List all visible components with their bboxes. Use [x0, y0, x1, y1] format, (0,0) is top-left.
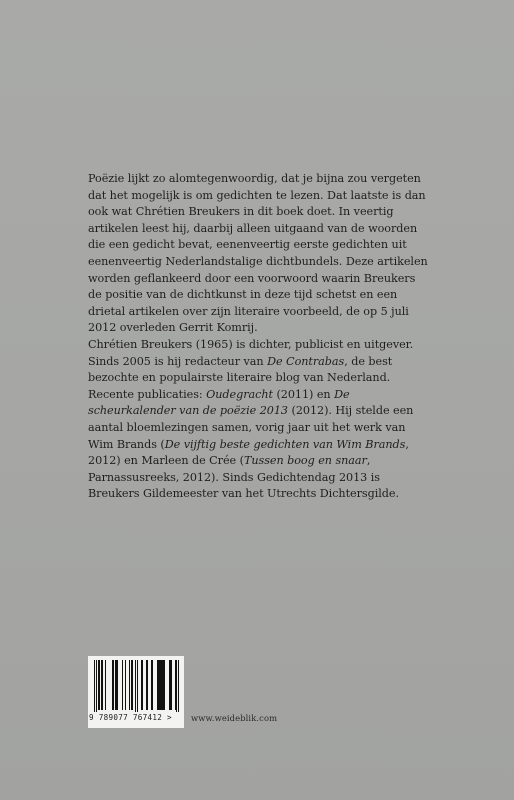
- bio-text-segment: , Parnassusreeks, 2012). Sinds Gedichtendag 2013 is Breukers Gildemeester van het Utrechts Dichtersgilde.: [88, 454, 399, 501]
- bio-title-tussen-boog: Tussen boog en snaar: [243, 454, 367, 468]
- barcode-bars: [92, 660, 180, 712]
- bio-text-segment: (2011) en: [272, 387, 335, 401]
- blurb-paragraph: [88, 171, 430, 337]
- bio-title-scheurkalender: De scheurkalender van de poëzie 2013: [88, 387, 350, 418]
- isbn-number: [89, 713, 172, 722]
- bio-text-segment: , 2012) en Marleen de Crée (: [88, 437, 409, 468]
- blurb-text: Poëzie lijkt zo alomtegenwoordig, dat je bijna zou vergeten dat het mogelijk is om gedichten te lezen. Dat laatste is dan ook wat Chrétien Breukers in dit boek doet. In veertig artikelen leest hij, daarbij alleen uitgaand van de woorden die een gedicht bevat, eenenveertig eerste gedichten uit eenenveertig Nederlandstalige dichtbundels. Deze artikelen worden geflankeerd door een voorwoord waarin Breukers de positie van de dichtkunst in deze tijd schetst en een drietal artikelen over zijn literaire voorbeeld, de op 5 juli 2012 overleden Gerrit Komrij.: [88, 172, 428, 335]
- author-bio-text: [88, 337, 430, 503]
- author-bio-paragraph: [88, 337, 430, 503]
- publisher-website: www.weideblik.com: [191, 713, 278, 723]
- isbn-digits: 9 789077 767412: [89, 713, 163, 722]
- bio-text-segment: , de best bezochte en populairste literaire blog van Nederland. Recente publicaties:: [88, 354, 393, 401]
- bio-text-segment: Chrétien Breukers (1965) is dichter, publicist en uitgever. Sinds 2005 is hij redacteur van: [88, 338, 414, 368]
- bio-title-vijftig-gedichten: De vijftig beste gedichten van Wim Brands: [164, 437, 406, 451]
- bio-title-contrabas: De Contrabas: [267, 354, 345, 368]
- isbn-arrow: >: [166, 713, 172, 722]
- bio-text-segment: (2012). Hij stelde een aantal bloemlezingen samen, vorig jaar uit het werk van Wim Brands (: [88, 404, 414, 451]
- bio-title-oudegracht: Oudegracht: [206, 387, 273, 401]
